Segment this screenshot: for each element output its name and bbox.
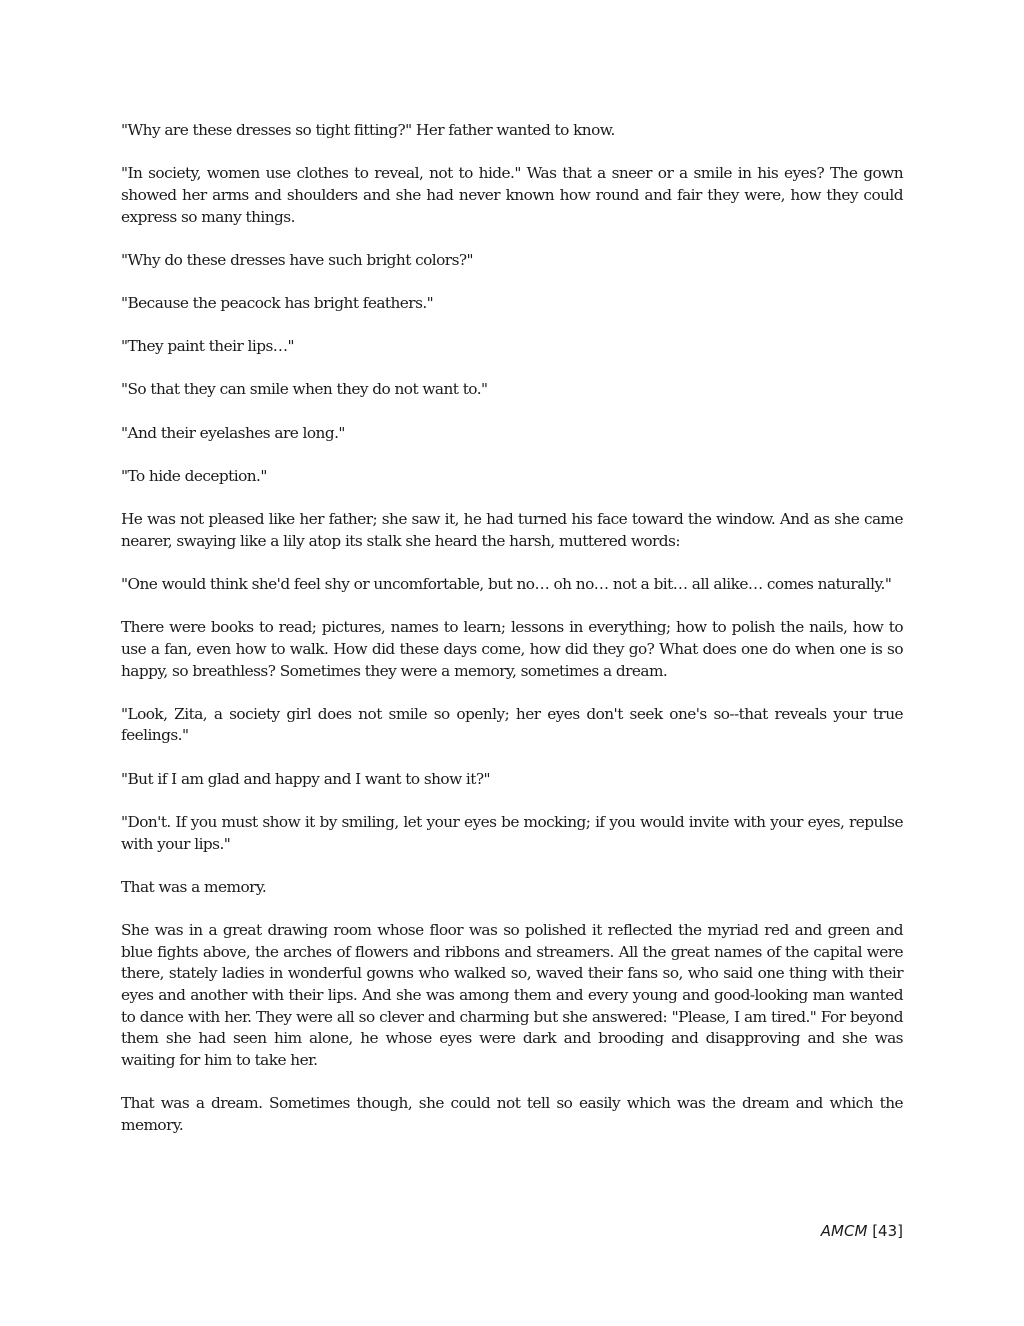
- paragraph: She was in a great drawing room whose floor was so polished it reflected the myriad red and green and blue fights above, the arches of flowers and ribbons and streamers. All the great names of the capital were there, stately ladies in wonderful gowns who walked so, waved their fans so, who said one thing with their eyes and another with their lips. And she was among them and every young and good-looking man wanted to dance with her. They were all so clever and charming but she answered: "Please, I am tired." For beyond them she had seen him alone, he whose eyes were dark and brooding and disapproving and she was waiting for him to take her.: [121, 920, 903, 1070]
- body-text: [121, 120, 903, 1158]
- paragraph: That was a memory.: [121, 877, 267, 896]
- paragraph: "And their eyelashes are long.": [121, 423, 345, 442]
- paragraph: "Don't. If you must show it by smiling, let your eyes be mocking; if you would invite with your eyes, repulse with your lips.": [121, 812, 903, 853]
- paragraph: "Why do these dresses have such bright colors?": [121, 250, 474, 269]
- paragraph: "To hide deception.": [121, 466, 267, 485]
- paragraph: That was a dream. Sometimes though, she could not tell so easily which was the dream and which the memory.: [121, 1094, 903, 1135]
- page-footer: [821, 1222, 903, 1240]
- paragraph: There were books to read; pictures, names to learn; lessons in everything; how to polish the nails, how to use a fan, even how to walk. How did these days come, how did they go? What does one do when one is so happy, so breathless? Sometimes they were a memory, sometimes a dream.: [121, 618, 903, 680]
- paragraph: He was not pleased like her father; she saw it, he had turned his face toward the window. And as she came nearer, swaying like a lily atop its stalk she heard the harsh, muttered words:: [121, 510, 903, 550]
- page-number: [43]: [872, 1222, 903, 1240]
- paragraph: "In society, women use clothes to reveal, not to hide." Was that a sneer or a smile in his eyes? The gown showed her arms and shoulders and she had never known how round and fair they were, how they could express so many things.: [121, 164, 903, 226]
- paragraph: "One would think she'd feel shy or uncomfortable, but no… oh no… not a bit… all alike… comes naturally.": [121, 574, 892, 593]
- paragraph: "Because the peacock has bright feathers.": [121, 294, 434, 313]
- paragraph: "They paint their lips…": [121, 337, 294, 356]
- paragraph: "Why are these dresses so tight fitting?" Her father wanted to know.: [121, 121, 615, 139]
- paragraph: "But if I am glad and happy and I want to show it?": [121, 769, 491, 788]
- paragraph: "Look, Zita, a society girl does not smile so openly; her eyes don't seek one's so--that reveals your true feelings.": [121, 704, 903, 745]
- paragraph: "So that they can smile when they do not want to.": [121, 380, 488, 399]
- footer-title: AMCM: [820, 1222, 868, 1240]
